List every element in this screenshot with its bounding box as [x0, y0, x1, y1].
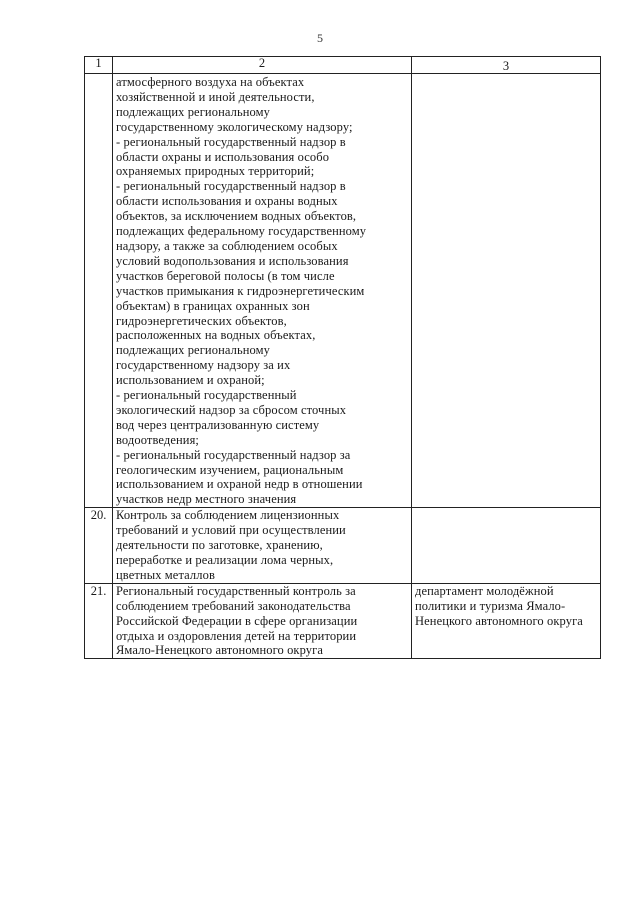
- text-line: государственному надзору за их: [116, 358, 291, 373]
- row-number: [85, 74, 113, 508]
- page-number: 5: [317, 31, 323, 45]
- text-line: объектам) в границах охранных зон: [116, 298, 310, 313]
- text-line: Региональный государственный контроль за: [116, 583, 356, 598]
- text-line: - региональный государственный: [116, 388, 297, 403]
- text-line: участков недр местного значения: [116, 492, 297, 507]
- text-line: - региональный государственный надзор в: [116, 134, 346, 149]
- control-type-text: [113, 508, 412, 584]
- text-line: цветных металлов: [116, 567, 215, 582]
- table-header-row: [85, 57, 601, 74]
- row-number: 21.: [85, 583, 113, 659]
- text-line: отдыха и оздоровления детей на территории: [116, 628, 357, 643]
- text-line: использованием и охраной недр в отношении: [116, 477, 363, 492]
- text-line: охраняемых природных территорий;: [116, 164, 315, 179]
- text-line: хозяйственной и иной деятельности,: [116, 89, 315, 104]
- text-line: гидроэнергетических объектов,: [116, 313, 287, 328]
- header-col-2: 2: [113, 57, 412, 74]
- table-row: [85, 583, 601, 659]
- text-line: - региональный государственный надзор в: [116, 179, 346, 194]
- text-line: области использования и охраны водных: [116, 194, 338, 209]
- text-line: Ямало-Ненецкого автономного округа: [116, 643, 324, 658]
- text-line: соблюдением требований законодательства: [116, 598, 351, 613]
- text-line: подлежащих региональному: [116, 343, 271, 358]
- control-type-text: [113, 74, 412, 508]
- text-line: государственному экологическому надзору;: [116, 119, 353, 134]
- text-line: переработке и реализации лома черных,: [116, 553, 334, 567]
- text-line: геологическим изучением, рациональным: [116, 462, 344, 477]
- text-line: участков береговой полосы (в том числе: [116, 268, 335, 283]
- department-name: департамент молодёжной политики и туризма Ямало-Ненецкого автономного округа: [412, 583, 601, 659]
- text-line: подлежащих региональному: [116, 104, 271, 119]
- header-col-3: 3: [412, 57, 601, 74]
- text-line: требований и условий при осуществлении: [116, 523, 346, 538]
- department-name: [412, 74, 601, 508]
- text-line: водоотведения;: [116, 432, 199, 447]
- text-line: Контроль за соблюдением лицензионных: [116, 508, 340, 523]
- table-row: [85, 74, 601, 508]
- header-col-1: 1: [85, 57, 113, 74]
- text-line: участков примыкания к гидроэнергетическим: [116, 283, 365, 298]
- control-type-text: [113, 583, 412, 659]
- text-line: условий водопользования и использования: [116, 253, 349, 268]
- text-line: экологический надзор за сбросом сточных: [116, 402, 347, 417]
- text-line: вод через централизованную систему: [116, 417, 320, 432]
- text-line: Российской Федерации в сфере организации: [116, 613, 358, 628]
- text-line: деятельности по заготовке, хранению,: [116, 538, 323, 553]
- text-line: атмосферного воздуха на объектах: [116, 75, 305, 89]
- text-line: надзору, а также за соблюдением особых: [116, 238, 338, 253]
- row-number: 20.: [85, 508, 113, 584]
- department-name: [412, 508, 601, 584]
- text-line: расположенных на водных объектах,: [116, 328, 316, 343]
- text-line: - региональный государственный надзор за: [116, 447, 351, 462]
- text-line: подлежащих федеральному государственному: [116, 224, 367, 239]
- table-row: [85, 508, 601, 584]
- text-line: использованием и охраной;: [116, 373, 265, 388]
- text-line: объектов, за исключением водных объектов,: [116, 209, 357, 224]
- authorities-table: [84, 56, 601, 659]
- text-line: области охраны и использования особо: [116, 149, 330, 164]
